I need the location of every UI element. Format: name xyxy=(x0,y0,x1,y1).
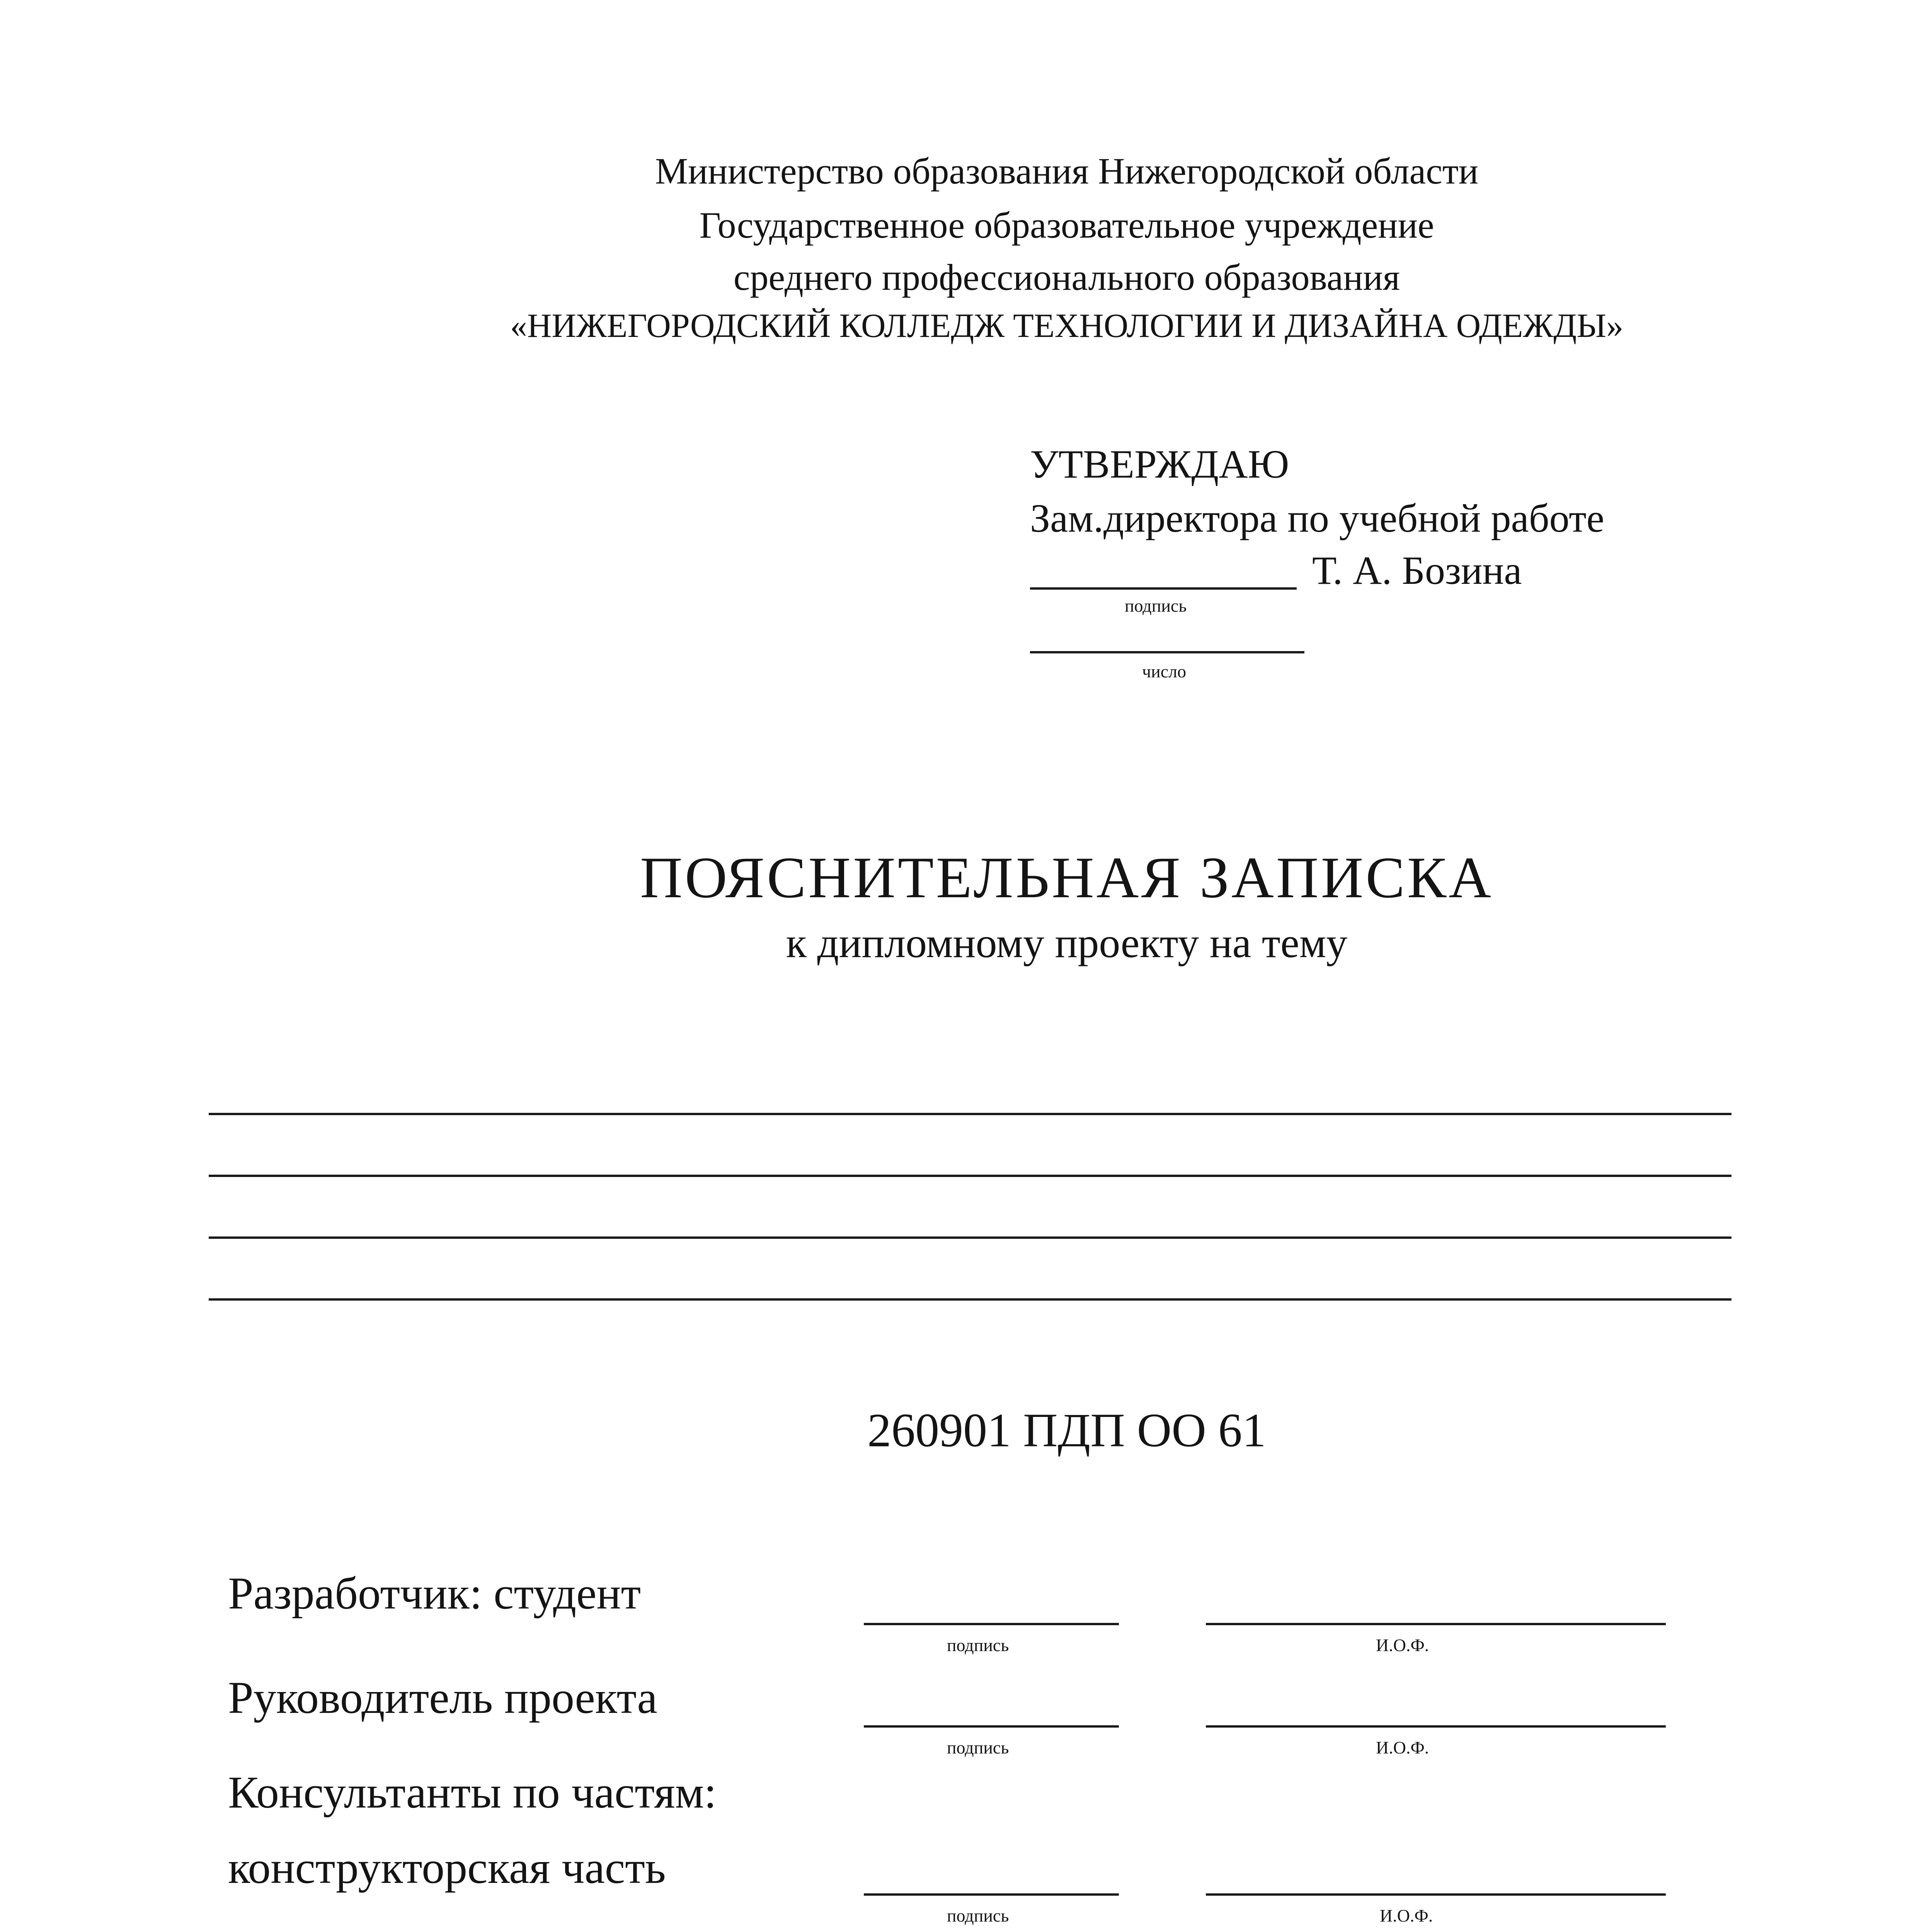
topic-line-3 xyxy=(209,1236,1731,1239)
approve-position: Зам.директора по учебной работе xyxy=(1030,496,1604,541)
name-caption: И.О.Ф. xyxy=(1376,1738,1429,1757)
approve-date-caption: число xyxy=(1142,662,1187,681)
topic-line-2 xyxy=(209,1175,1731,1177)
ministry-line: Министерство образования Нижегородской области xyxy=(655,150,1479,192)
approve-date-line xyxy=(1030,651,1304,653)
approve-signature-line xyxy=(1030,587,1297,590)
signature-line-developer xyxy=(864,1623,1119,1625)
document-title: ПОЯСНИТЕЛЬНАЯ ЗАПИСКА xyxy=(640,845,1493,910)
signature-caption: подпись xyxy=(947,1738,1009,1757)
topic-line-4 xyxy=(209,1298,1731,1301)
signature-line-construction xyxy=(864,1893,1119,1896)
name-line-supervisor xyxy=(1206,1725,1666,1728)
approve-signature-caption: подпись xyxy=(1125,596,1187,616)
approve-heading: УТВЕРЖДАЮ xyxy=(1030,442,1289,486)
signature-label-supervisor: Руководитель проекта xyxy=(228,1672,657,1723)
signature-label-construction: конструкторская часть xyxy=(228,1842,666,1893)
approve-name: Т. А. Бозина xyxy=(1312,548,1522,593)
college-name-line: «НИЖЕГОРОДСКИЙ КОЛЛЕДЖ ТЕХНОЛОГИИ И ДИЗАЙНА ОДЕЖДЫ» xyxy=(510,307,1624,345)
document-code: 260901 ПДП ОО 61 xyxy=(867,1404,1266,1457)
name-caption: И.О.Ф. xyxy=(1380,1906,1433,1925)
institution-type-line: Государственное образовательное учреждение xyxy=(699,204,1434,246)
topic-line-1 xyxy=(209,1113,1731,1115)
signature-caption: подпись xyxy=(947,1635,1009,1655)
signature-caption: подпись xyxy=(947,1906,1009,1925)
education-level-line: среднего профессионального образования xyxy=(733,257,1400,298)
signature-line-supervisor xyxy=(864,1725,1119,1728)
signature-label-developer: Разработчик: студент xyxy=(228,1568,641,1619)
name-caption: И.О.Ф. xyxy=(1376,1635,1429,1655)
name-line-developer xyxy=(1206,1623,1666,1625)
consultants-heading: Консультанты по частям: xyxy=(228,1767,717,1818)
name-line-construction xyxy=(1206,1893,1666,1896)
document-subtitle: к дипломному проекту на тему xyxy=(786,919,1348,966)
